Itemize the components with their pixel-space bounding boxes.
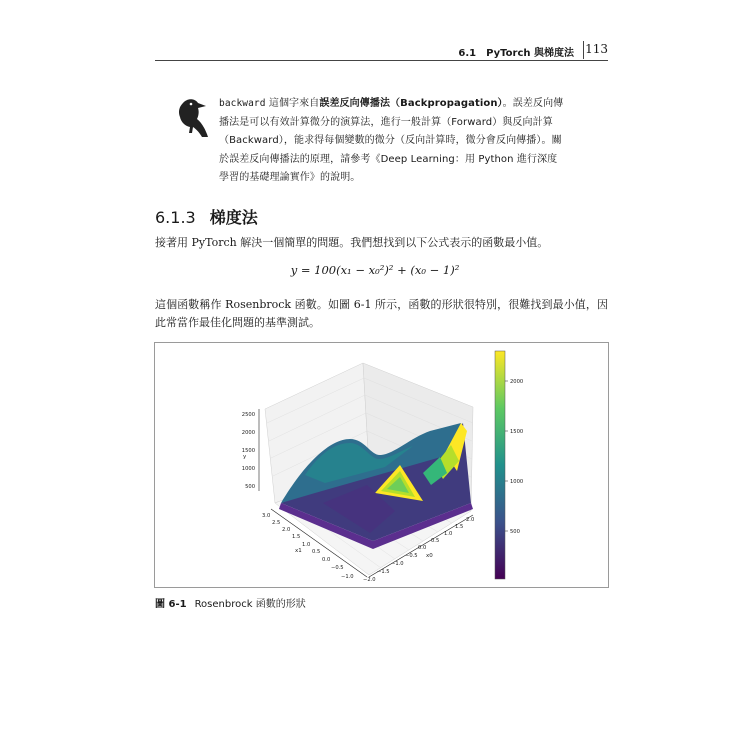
x1-tick-3: 1.5 xyxy=(292,534,301,540)
colorbar xyxy=(495,351,505,579)
section-title: 梯度法 xyxy=(209,208,258,227)
section-heading xyxy=(155,205,258,228)
caption-text: Rosenbrock 函數的形狀 xyxy=(194,599,306,610)
page-number: 113 xyxy=(585,42,608,56)
x1-tick-2: 2.0 xyxy=(282,527,291,533)
y-tick-2000: 2000 xyxy=(241,430,255,436)
y-axis-label: y xyxy=(243,454,247,460)
axis-y-ticks xyxy=(242,412,255,490)
x0-axis-label: x0 xyxy=(426,553,433,559)
paragraph-intro: 接著用 PyTorch 解決一個簡單的問題。我們想找到以下公式表示的函數最小值。 xyxy=(155,236,549,249)
note-run: 這個字來自 xyxy=(265,98,320,109)
colorbar-tick-1000: 1000 xyxy=(510,479,524,485)
colorbar-tick-1500: 1500 xyxy=(510,429,524,435)
y-tick-2500: 2500 xyxy=(241,412,255,418)
note-run: 。誤差反向傳播法是可以有效計算微分的演算法，進行一般計算（Forward）與反向計算（Backward），能求得每個變數的微分（反向計算時，微分會反向傳播）。關於誤差反向傳播法的原理，請參考《Deep Learning：用 Python 進行深度學習的基礎理論實作》的說明。 xyxy=(219,98,564,184)
surface-plot xyxy=(155,343,608,587)
x1-tick-8: −1.0 xyxy=(341,574,354,580)
sidebar-note xyxy=(170,95,590,184)
section-number: 6.1.3 xyxy=(155,208,196,227)
x0-tick-4: 0.0 xyxy=(418,545,427,551)
y-tick-1500: 1500 xyxy=(241,448,255,454)
x0-tick-7: 1.5 xyxy=(455,524,464,530)
colorbar-tick-2000: 2000 xyxy=(510,379,524,385)
x0-tick-0: −2.0 xyxy=(363,577,376,583)
x1-tick-5: 0.5 xyxy=(312,549,321,555)
y-tick-1000: 1000 xyxy=(241,466,255,472)
figure-caption xyxy=(155,595,306,610)
crow-icon xyxy=(175,97,209,139)
x0-tick-2: −1.0 xyxy=(391,561,404,567)
x1-tick-1: 2.5 xyxy=(272,520,281,526)
x0-tick-5: 0.5 xyxy=(431,538,440,544)
colorbar-ticks xyxy=(505,379,523,535)
colorbar-tick-500: 500 xyxy=(510,529,520,535)
x1-tick-4: 1.0 xyxy=(302,542,311,548)
note-run: backward xyxy=(219,98,266,109)
x1-tick-7: −0.5 xyxy=(331,565,344,571)
x0-tick-3: −0.5 xyxy=(405,553,418,559)
y-tick-500: 500 xyxy=(245,484,255,490)
x0-tick-6: 1.0 xyxy=(444,531,453,537)
note-run: 誤差反向傳播法（Backpropagation） xyxy=(319,98,503,109)
x1-tick-6: 0.0 xyxy=(322,557,331,563)
x1-axis-label: x1 xyxy=(295,548,302,554)
x1-tick-0: 3.0 xyxy=(262,513,271,519)
x0-tick-8: 2.0 xyxy=(466,517,475,523)
paragraph-description: 這個函數稱作 Rosenbrock 函數。如圖 6-1 所示，函數的形狀很特別，很難找到最小值，因此常當作最佳化問題的基準測試。 xyxy=(155,298,608,329)
header-divider xyxy=(583,41,584,59)
running-header xyxy=(155,40,608,61)
rosenbrock-formula: y = 100(x₁ − x₀²)² + (x₀ − 1)² xyxy=(290,263,460,277)
figure-6-1 xyxy=(154,342,609,588)
note-text xyxy=(219,95,567,188)
x0-tick-1: −1.5 xyxy=(377,569,390,575)
header-title: 6.1 PyTorch 與梯度法 xyxy=(458,48,574,59)
caption-label: 圖 6-1 xyxy=(155,599,187,610)
